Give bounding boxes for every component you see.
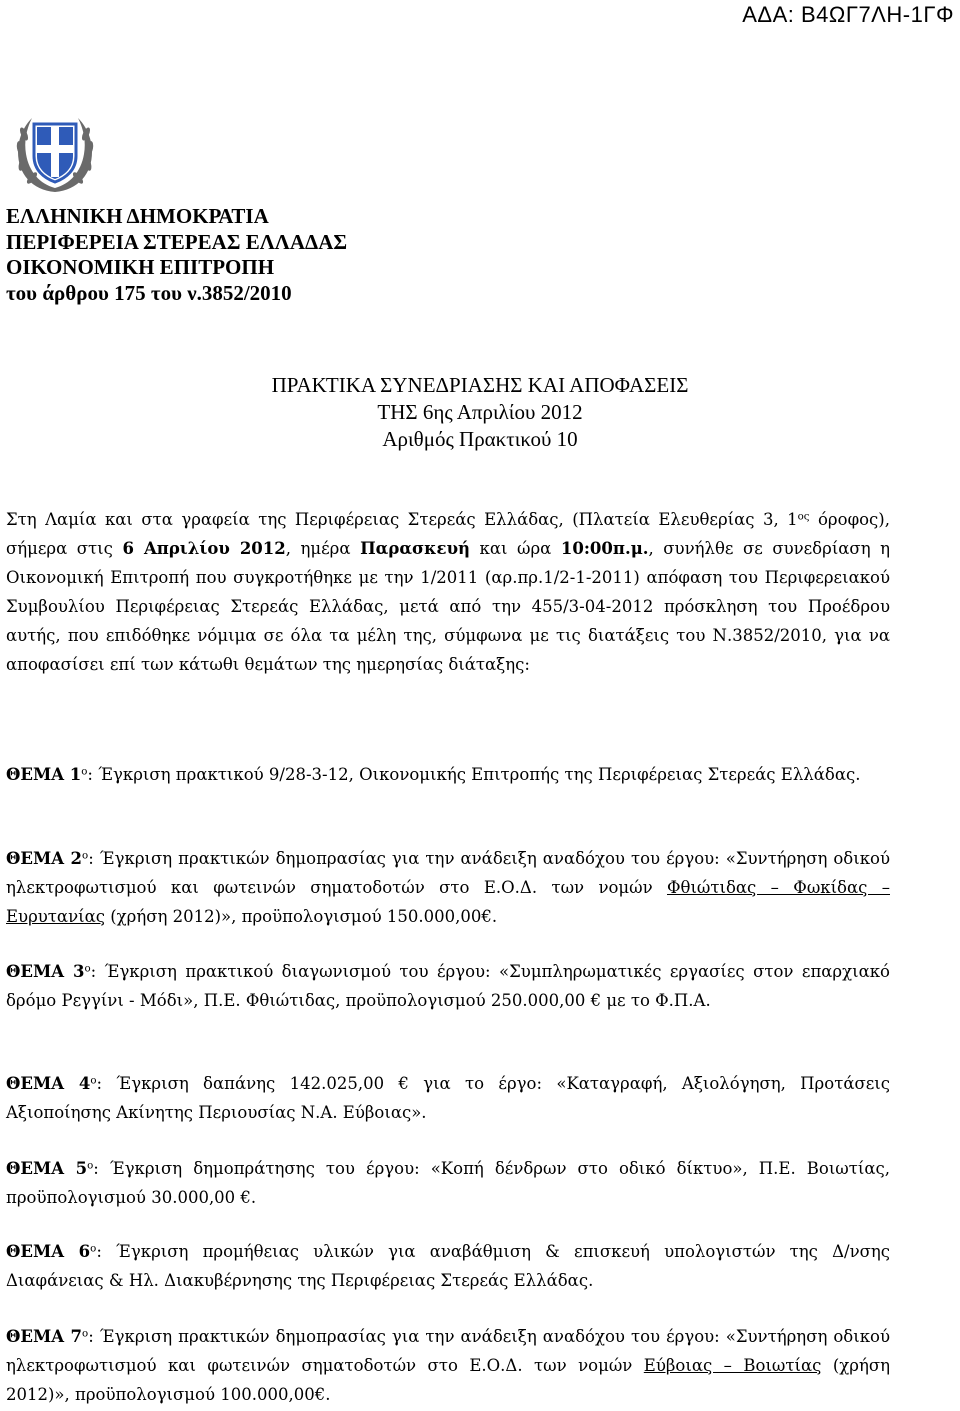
title-line-date: ΤΗΣ 6ης Απριλίου 2012 xyxy=(377,400,583,424)
topic-item: ΘΕΜΑ $2^o$: Έγκριση πρακτικών δημοπρασίας για την ανάδειξη αναδόχου του έργου: «Συντήρηση οδικού ηλεκτροφωτισμού και φωτεινών σηματοδοτών στο Ε.Ο.Δ. των νομών Φθιώτιδας – Φωκίδας – Ευρυτανίας (χρήση 2012)», προϋπολογισμού 150.000,00€. xyxy=(6,849,890,926)
meeting-date: 6 Απριλίου 2012 xyxy=(122,539,286,558)
intro-paragraph: Στη Λαμία και στα γραφεία της Περιφέρειας Στερεάς Ελλάδας, (Πλατεία Ελευθερίας 3, $1^{o\varsigma}$ όροφος), σήμερα στις 6 Απριλίου 2012, ημέρα Παρασκευή και ώρα 10:00π.μ., συνήλθε σε συνεδρίαση η Οικονομική Επιτροπή που συγκροτήθηκε με την 1/2011 (αρ.πρ.1/2-1-2011) απόφαση του Περιφερειακού Συμβουλίου Περιφέρειας Στερεάς Ελλάδας, μετά από την 455/3-04-2012 πρόσκληση του Προέδρου αυτής, που επιδόθηκε νόμιμα σε όλα τα μέλη της, σύμφωνα με τις διατάξεις του Ν.3852/2010, για να αποφασίσει επί των κάτωθι θεμάτων της ημερησίας διάταξης: xyxy=(6,510,890,674)
ada-code: ΑΔΑ: Β4ΩΓ7ΛΗ-1ΓΦ xyxy=(742,2,954,27)
document-title xyxy=(0,372,960,453)
topic-item: ΘΕΜΑ $6^o$: Έγκριση προμήθειας υλικών για αναβάθμιση & επισκευή υπολογιστών της Δ/νσης Διαφάνειας & Ηλ. Διακυβέρνησης της Περιφέρειας Στερεάς Ελλάδας. xyxy=(6,1242,890,1290)
header-line-law: του άρθρου 175 του ν.3852/2010 xyxy=(6,280,292,305)
topic-item: ΘΕΜΑ $3^o$: Έγκριση πρακτικού διαγωνισμού του έργου: «Συμπληρωματικές εργασίες στον επαρχιακό δρόμο Ρεγγίνι - Μόδι», Π.Ε. Φθιώτιδας, προϋπολογισμού 250.000,00 € με το Φ.Π.Α. xyxy=(6,962,890,1010)
meeting-day: Παρασκευή xyxy=(360,539,471,558)
issuer-header xyxy=(6,204,347,306)
header-line-committee: ΟΙΚΟΝΟΜΙΚΗ ΕΠΙΤΡΟΠΗ xyxy=(6,255,275,279)
header-line-region: ΠΕΡΙΦΕΡΕΙΑ ΣΤΕΡΕΑΣ ΕΛΛΑΔΑΣ xyxy=(6,229,348,254)
header-line-republic: ΕΛΛΗΝΙΚΗ ΔΗΜΟΚΡΑΤΙΑ xyxy=(6,204,269,228)
topic-item: ΘΕΜΑ $5^o$: Έγκριση δημοπράτησης του έργου: «Κοπή δένδρων στο οδικό δίκτυο», Π.Ε. Βοιωτίας, προϋπολογισμού 30.000,00 €. xyxy=(6,1159,890,1207)
topic-item: ΘΕΜΑ $1^o$: Έγκριση πρακτικού 9/28-3-12, Οικονομικής Επιτροπής της Περιφέρειας Στερεάς Ελλάδας. xyxy=(6,765,861,784)
topic-item: ΘΕΜΑ $4^o$: Έγκριση δαπάνης 142.025,00 € για το έργο: «Καταγραφή, Αξιολόγηση, Προτάσεις Αξιοποίησης Ακίνητης Περιουσίας Ν.Α. Εύβοιας». xyxy=(6,1074,890,1122)
greek-coat-of-arms-icon xyxy=(10,112,100,196)
meeting-time: 10:00π.μ. xyxy=(560,539,649,558)
title-line-minutes: ΠΡΑΚΤΙΚΑ ΣΥΝΕΔΡΙΑΣΗΣ ΚΑΙ ΑΠΟΦΑΣΕΙΣ xyxy=(271,373,689,397)
title-line-number: Αριθμός Πρακτικού 10 xyxy=(382,427,578,451)
topic-item: ΘΕΜΑ $7^o$: Έγκριση πρακτικών δημοπρασίας για την ανάδειξη αναδόχου του έργου: «Συντήρηση οδικού ηλεκτροφωτισμού και φωτεινών σηματοδοτών στο Ε.Ο.Δ. των νομών Εύβοιας – Βοιωτίας (χρήση 2012)», προϋπολογισμού 100.000,00€. xyxy=(6,1327,891,1404)
